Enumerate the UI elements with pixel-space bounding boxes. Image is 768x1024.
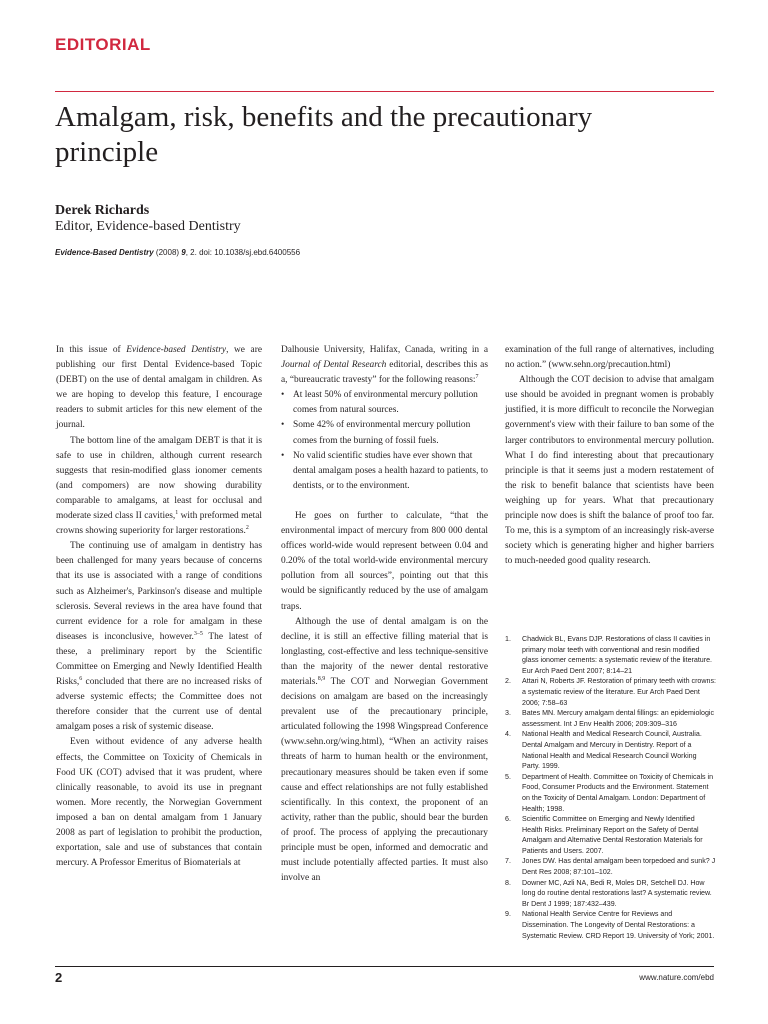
page-number: 2 xyxy=(55,970,63,985)
reference-item: 6. Scientific Committee on Emerging and Newly Identified Health Risks. Preliminary Report on the Safety of Dental Amalgam and Alternative Dental Restoration Materials for Patients and Users. 2007. xyxy=(505,815,703,855)
paragraph: Although the use of dental amalgam is on the decline, it is still an effective filling material that is longlasting, cost-effective and less technique-sensitive than the majority of the newer dental restorative materials.$^{8,9}$ The COT and Norwegian Government decisions on amalgam are based on the increasingly prevalent use of the precautionary principle, articulated following the 1998 Wingspread Conference (www.sehn.org/wing.html), “When an activity raises threats of harm to human health or the environment, precautionary measures should be taken even if some cause and effect relationships are not fully established scientifically. In this context, the proponent of an activity, rather than the public, should bear the burden of proof. The process of applying the precautionary principle must be open, informed and democratic and must include potentially affected parties. It must also involve an xyxy=(281,616,488,884)
reference-item: 8. Downer MC, Azli NA, Bedi R, Moles DR, Setchell DJ. How long do routine dental restorations last? A systematic review. Br Dent J 1999; 187:432–439. xyxy=(505,878,712,908)
citation-year: (2008) xyxy=(153,248,182,257)
footer-url: www.nature.com/ebd xyxy=(639,973,714,982)
paragraph: The continuing use of amalgam in dentistry has been challenged for many years because of concerns that its use is associated with a range of conditions such as Alzheimer's, Parkinson's disease and multiple sclerosis. Several reviews in the area have found that current evidence for a role for amalgam in these diseases is inconclusive, however.$^{3-5}$ The latest of these, a preliminary report by the Scientific Committee on Emerging and Newly Identified Health Risks,$^6$ concluded that there are no increased risks of adverse systemic effects; the Committee does not therefore consider that the current use of dental amalgam poses a risk of systemic disease. xyxy=(56,541,262,733)
list-item: • No valid scientific studies have ever shown that dental amalgam poses a health hazard to patients, to dentists, or to the environment. xyxy=(281,449,488,494)
article-title: Amalgam, risk, benefits and the precautionary principle xyxy=(55,101,593,168)
text-column-3 xyxy=(505,343,714,569)
citation-doi: , 2. doi: 10.1038/sj.ebd.6400556 xyxy=(185,248,301,257)
paragraph: Even without evidence of any adverse health effects, the Committee on Toxicity of Chemicals in Food UK (COT) advised that it was prudent, where clinically reasonable, to avoid its use in pregnant women. More recently, the Norwegian Government imposed a ban on dental amalgam from 1 January 2008 as part of legislation to prohibit the production, exportation, sale and use of substances that contain mercury. A Professor Emeritus of Biomaterials at xyxy=(56,737,262,869)
bullet-list xyxy=(281,388,488,494)
paragraph: Although the COT decision to advise that amalgam use should be avoided in pregnant women is probably justified, it is more difficult to reconcile the Norwegian government's view with their failure to ban some of the larger contributors to environmental mercury pollution. What I do find interesting about that precautionary principle is that it seems just a modern restatement of the risk to benefit balance that scientists have been weighing up for years. What that precautionary principle now does is shift the balance of proof too far. To me, this is a symptom of an increasingly risk-averse society which is generating higher and higher barriers to much-needed good quality research. xyxy=(505,375,714,567)
author-name: Derek Richards xyxy=(55,203,150,218)
reference-item: 1. Chadwick BL, Evans DJP. Restorations of class II cavities in primary molar teeth with conventional and resin modified glass ionomer cements: a systematic review of the literature. Eur Arch Paed Dent 2007; 8:14–21 xyxy=(505,635,713,675)
author-role: Editor, Evidence-based Dentistry xyxy=(55,219,241,234)
section-label: EDITORIAL xyxy=(55,35,151,54)
footer-divider xyxy=(55,966,714,967)
paragraph: He goes on further to calculate, “that the environmental impact of mercury from 800 000 dental offices world-wide would represent between 0.04 and 0.20% of the total world-wide environmental mercury pollution from all sources”, pointing out that this would be significantly reduced by the use of amalgam traps. xyxy=(281,510,488,612)
header-divider xyxy=(55,91,714,92)
text-column-1 xyxy=(56,343,262,871)
reference-item: 2. Attari N, Roberts JF. Restoration of primary teeth with crowns: a systematic review of the literature. Eur Arch Paed Dent 2006; 7:58–63 xyxy=(505,677,716,707)
paragraph: The bottom line of the amalgam DEBT is that it is safe to use in children, although current research suggests that resin-modified glass ionomer cements (and compomers) are now showing durability comparable to amalgams, at least for occlusal and moderate sized class II cavities,$^1$ with preformed metal crowns showing superiority for larger restorations.$^2$ xyxy=(56,435,262,537)
paragraph: In this issue of Evidence-based Dentistry, we are publishing our first Dental Evidence-based Topic (DEBT) on the use of dental amalgam in children. As we are hoping to develop this feature, I encourage readers to submit articles for this new element of the journal. xyxy=(56,345,262,431)
citation-line xyxy=(55,248,300,257)
reference-item: 7. Jones DW. Has dental amalgam been torpedoed and sunk? J Dent Res 2008; 87:101–102. xyxy=(505,857,716,877)
paragraph: Dalhousie University, Halifax, Canada, writing in a Journal of Dental Research editorial, describes this as a, “bureaucratic travesty” for the following reasons:$^7$ xyxy=(281,345,488,386)
reference-item: 4. National Health and Medical Research Council, Australia. Dental Amalgam and Mercury in Dentistry. Report of a National Health and Medical Research Council Working Party. 1999. xyxy=(505,730,702,771)
list-item: • Some 42% of environmental mercury pollution comes from the burning of fossil fuels. xyxy=(281,418,488,448)
list-item: • At least 50% of environmental mercury pollution comes from natural sources. xyxy=(281,388,488,418)
citation-journal: Evidence-Based Dentistry xyxy=(55,248,154,257)
reference-item: 5. Department of Health. Committee on Toxicity of Chemicals in Food, Consumer Products and the Environment. Statement on the Toxicity of Dental Amalgam. London: Department of Health; 1998. xyxy=(505,772,714,813)
reference-item: 3. Bates MN. Mercury amalgam dental fillings: an epidemiologic assessment. Int J Env Health 2006; 209:309–316 xyxy=(505,709,715,728)
citation-volume: 9 xyxy=(181,248,186,257)
reference-item: 9. National Health Service Centre for Reviews and Dissemination. The Longevity of Dental Restorations: a Systematic Review. CRD Report 19. University of York; 2001. xyxy=(505,910,715,940)
reference-list xyxy=(505,634,716,941)
paragraph: examination of the full range of alternatives, including no action.” (www.sehn.org/precaution.html) xyxy=(505,345,714,371)
text-column-2 xyxy=(281,343,488,886)
